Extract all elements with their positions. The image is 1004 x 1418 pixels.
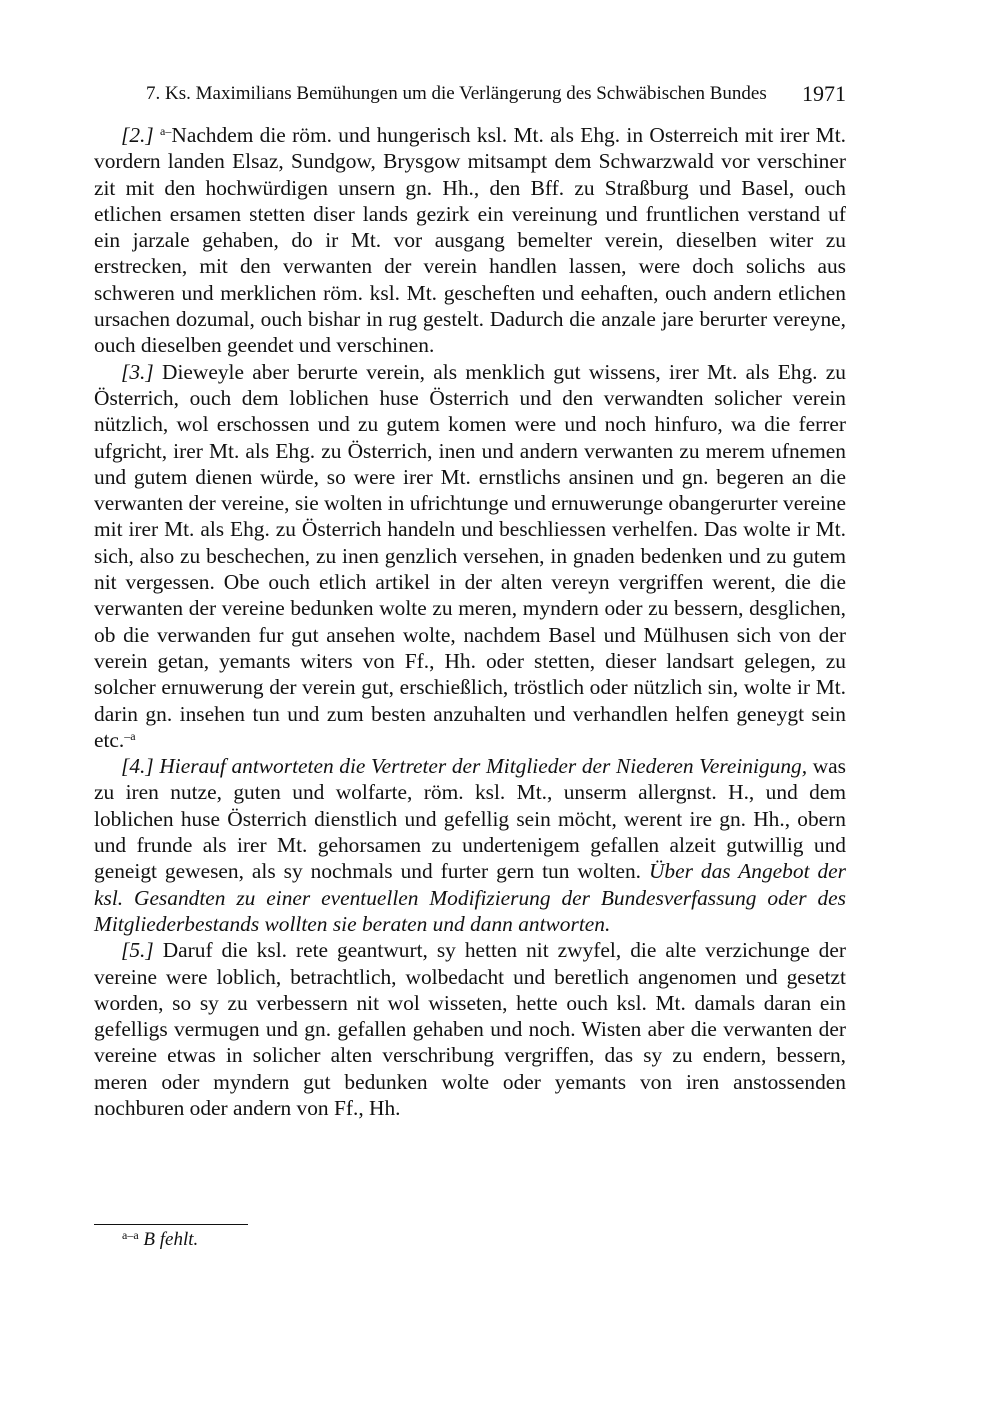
page-number: 1971: [802, 81, 846, 106]
paragraph-number: [4.]: [121, 754, 154, 779]
paragraph-text: Daruf die ksl. rete geantwurt, sy hetten nit zwyfel, die alte verzichunge der vereine were loblich, betrachtlich, wolbedacht und beretlich angenomen und gesetzt worden, so sy zu verbessern nit wol wisseten, hette ouch ksl. Mt. damals daran ein gefelligs vermugen und gn. gefallen gehaben und noch. Wisten aber die verwanten der vereine etwas in solicher alten verschribung vergriffen, das sy zu endern, bessern, meren oder myndern gut bedunken wolte oder yemants von iren anstossenden nochburen oder andern von Ff., Hh.: [94, 938, 846, 1120]
paragraph-text: Nachdem die röm. und hungerisch ksl. Mt. als Ehg. in Osterreich mit irer Mt. vordern landen Elsaz, Sundgow, Brysgow mitsampt dem Schwarzwald vor verschiner zit mit den hochwürdigen unsern gn. Hh., den Bff. zu Straßburg und Basel, ouch etlichen ersamen stetten diser lands gezirk ein vereinung und fruntlichen verstand uf ein jarzale gehaben, do ir Mt. vor ausgang bemelter verein, dieselben witer zu erstrecken, mit den verwanten der verein handlen lassen, were doch solichs aus schweren und merklichen röm. ksl. Mt. gescheften und eehaften, ouch andern etlichen ursachen dozumal, ouch bishar in rug gestelt. Dadurch die anzale jare berurter vereyne, ouch dieselben geendet und verschinen.: [94, 123, 846, 358]
running-head: [146, 82, 846, 106]
editorial-summary: Hierauf antworteten die Vertreter der Mitglieder der Niederen Vereinigung,: [159, 754, 808, 779]
paragraph-number: [3.]: [121, 359, 154, 384]
paragraph-text: Dieweyle aber berurte verein, als menklich gut wissens, irer Mt. als Ehg. zu Österrich, ouch dem loblichen huse Österrich und den verwandten solicher verein nützlich, wol erschossen und zu gutem komen were und noch hinfuro, wa die ferrer ufgricht, irer Mt. als Ehg. zu Österrich, inen und andern verwanten zu merem ufnemen und gutem dienen würde, so were irer Mt. ernstlichs ansinen und gn. begeren an die verwanten der vereine, sie wolten in ufrichtunge und ernuwerunge obangerurter vereine mit irer Mt. als Ehg. zu Österrich handeln und beschliessen verhelfen. Das wolte ir Mt. sich, also zu beschechen, zu inen genzlich versehen, in gnaden bedenken und zu gutem nit vergessen. Obe ouch etlich artikel in der alten vereyn vergriffen werent, die die verwanten der vereine bedunken wolte zu meren, myndern oder zu bessern, desglichen, ob die verwanden fur gut ansehen wolte, nachdem Basel und Mülhusen sich von der verein getan, yemants witers von Ff., Hh. oder stetten, dieser landsart gelegen, zu solcher ernuwerung der verein gut, erschießlich, tröstlich oder nützlich sin, wolte ir Mt. darin gn. insehen tun und zum besten anzuhalten und verhandlen helfen geneygt sein etc.: [94, 359, 846, 752]
footnote: [122, 1228, 198, 1252]
paragraph-2: [94, 122, 846, 359]
paragraph-4: [94, 753, 846, 937]
running-title: 7. Ks. Maximilians Bemühungen um die Verlängerung des Schwäbischen Bundes: [146, 83, 767, 104]
paragraph-5: [94, 937, 846, 1121]
footnote-marker: a–a: [122, 1228, 139, 1242]
footnote-marker-open: a–: [160, 124, 172, 138]
footnote-rule: [94, 1224, 248, 1225]
paragraph-text: was zu iren nutze, guten und wolfarte, röm. ksl. Mt., unserm allergnst. H., und dem loblichen huse Österrich dienstlich und gefellig sein möcht, werent ire gn. Hh., obern und frunde als irer Mt. gehorsamen zu undertenigem gefallen alzeit gutwillig und geneigt gewesen, als sy nochmals und furter gern tun wolten.: [94, 754, 846, 884]
main-text: [94, 122, 846, 1121]
paragraph-number: [5.]: [121, 938, 154, 963]
paragraph-number: [2.]: [121, 123, 154, 147]
editorial-summary: Über das Angebot der ksl. Gesandten zu einer eventuellen Modifizierung der Bundesverfassung oder des Mitgliederbestands wollten sie beraten und dann antworten.: [94, 859, 846, 936]
paragraph-3: [94, 359, 846, 753]
footnote-marker-close: –a: [124, 728, 136, 743]
footnote-text: B fehlt.: [143, 1229, 199, 1250]
